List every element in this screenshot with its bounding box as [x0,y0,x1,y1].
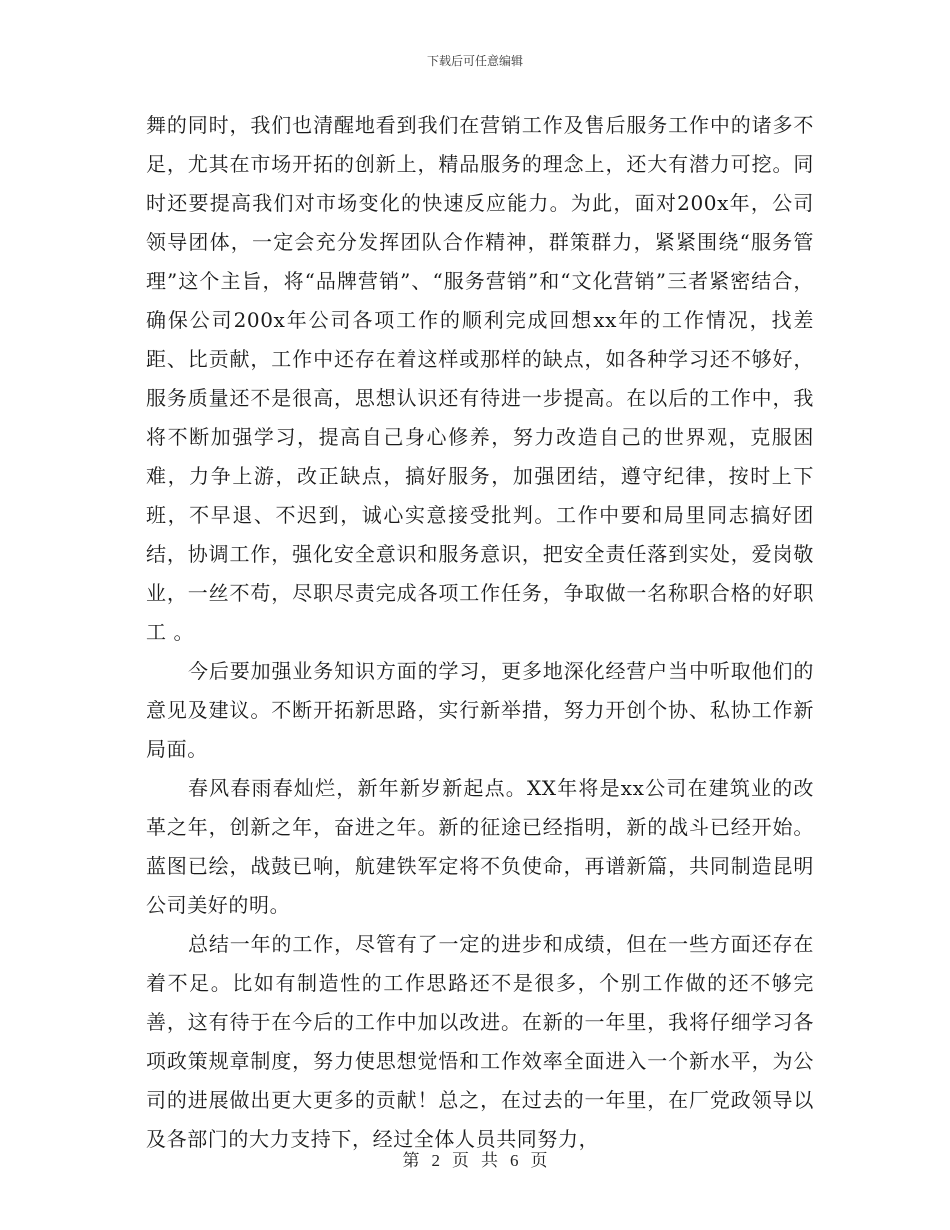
footer-total-word: 共 [481,1151,498,1170]
footer-prefix: 第 [402,1151,420,1170]
page-header: 下载后可任意编辑 [426,54,523,68]
paragraph: 春风春雨春灿烂，新年新岁新起点。XX年将是xx公司在建筑业的改革之年，创新之年，奋进之年。新的征途已经指明，新的战斗已经开始。蓝图已绘，战鼓已响，航建铁军定将不负使命，再谱新篇，共同制造昆明公司美好的明。 [146,776,814,917]
footer-page-word: 页 [452,1151,469,1170]
page-number: 2 [431,1151,440,1170]
page-total: 6 [510,1151,519,1170]
paragraph-continued: 舞的同时，我们也清醒地看到我们在营销工作及售后服务工作中的诸多不足，尤其在市场开拓的创新上，精品服务的理念上，还大有潜力可挖。同时还要提高我们对市场变化的快速反应能力。为此，面对200x年，公司领导团体，一定会充分发挥团队合作精神，群策群力，紧紧围绕“服务管理”这个主旨，将“品牌营销”、“服务营销”和“文化营销”三者紧密结合，确保公司200x年公司各项工作的顺利完成回想xx年的工作情况，找差距、比贡献，工作中还存在着这样或那样的缺点，如各种学习还不够好，服务质量还不是很高，思想认识还有待进一步提高。在以后的工作中，我将不断加强学习，提高自己身心修养，努力改造自己的世界观，克服困难，力争上游，改正缺点，搞好服务，加强团结，遵守纪律，按时上下班，不早退、不迟到，诚心实意接受批判。工作中要和局里同志搞好团结，协调工作，强化安全意识和服务意识，把安全责任落到实处，爱岗敬业，一丝不苟，尽职尽责完成各项工作任务，争取做一名称职合格的好职工 。 [146,113,814,644]
document-body [146,106,814,1159]
page-footer [0,1146,950,1171]
paragraph: 总结一年的工作，尽管有了一定的进步和成绩，但在一些方面还存在着不足。比如有制造性的工作思路还不是很多，个别工作做的还不够完善，这有待于在今后的工作中加以改进。在新的一年里，我将仔细学习各项政策规章制度，努力使思想觉悟和工作效率全面进入一个新水平，为公司的进展做出更大更多的贡献！总之，在过去的一年里，在厂党政领导以及各部门的大力支持下，经过全体人员共同努力， [146,932,814,1151]
paragraph: 今后要加强业务知识方面的学习，更多地深化经营户当中听取他们的意见及建议。不断开拓新思路，实行新举措，努力开创个协、私协工作新局面。 [146,659,814,761]
footer-suffix: 页 [530,1151,548,1170]
